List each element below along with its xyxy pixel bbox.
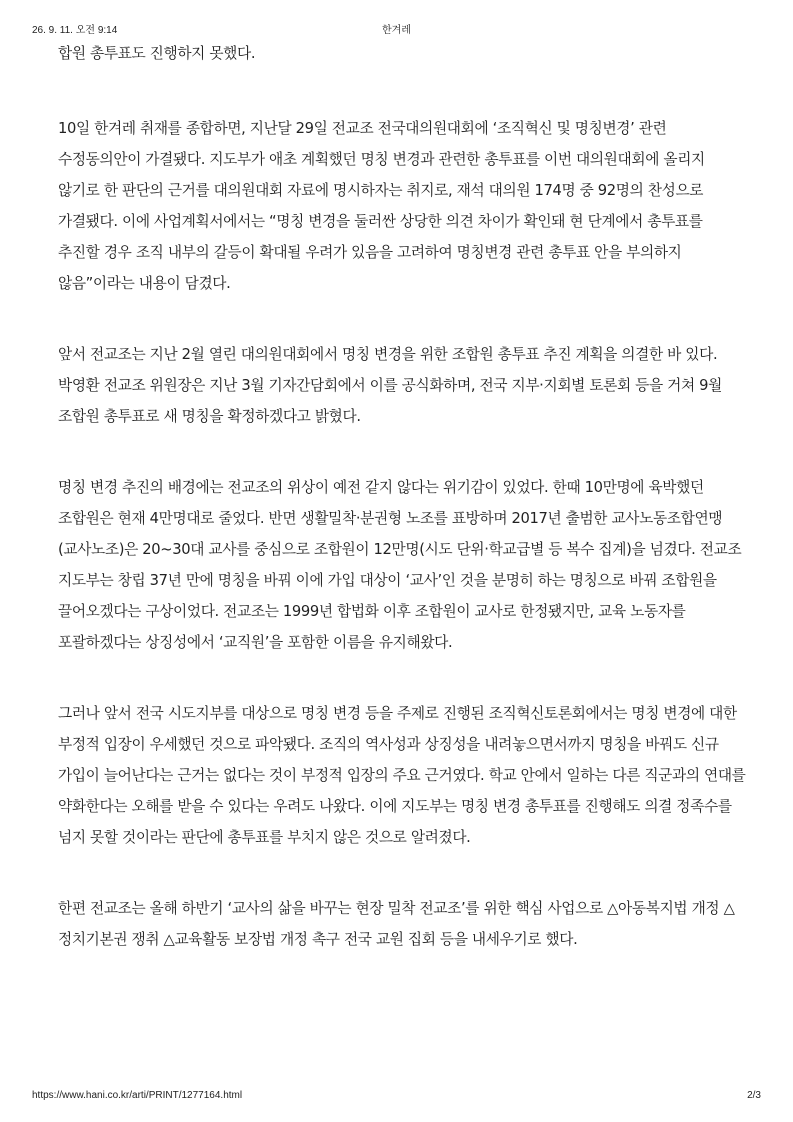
article-paragraph: 합원 총투표도 진행하지 못했다. [58,45,256,62]
article-paragraph: 한편 전교조는 올해 하반기 ‘교사의 삶을 바꾸는 현장 밀착 전교조’를 위한 핵심 사업으로 △아동복지법 개정 △정치기본권 쟁취 △교육활동 보장법 개정 촉구 전국 교원 집회 등을 내세우기로 했다. [58,900,735,948]
article-paragraph: 앞서 전교조는 지난 2월 열린 대의원대회에서 명칭 변경을 위한 조합원 총투표 추진 계획을 의결한 바 있다. 박영환 전교조 위원장은 지난 3월 기자간담회에서 이를 공식화하며, 전국 지부·지회별 토론회 등을 거쳐 9월 조합원 총투표로 새 명칭을 확정하겠다고 밝혔다. [58,346,722,425]
print-page-number: 2/3 [747,1090,761,1101]
print-header [32,21,761,35]
article-paragraph: 10일 한겨레 취재를 종합하면, 지난달 29일 전교조 전국대의원대회에 ‘조직혁신 및 명칭변경’ 관련 수정동의안이 가결됐다. 지도부가 애초 계획했던 명칭 변경과 관련한 총투표를 이번 대의원대회에 올리지 않기로 한 판단의 근거를 대의원대회 자료에 명시하자는 취지로, 재석 대의원 174명 중 92명의 찬성으로 가결됐다. 이에 사업계획서에서는 “명칭 변경을 둘러싼 상당한 의견 차이가 확인돼 현 단계에서 총투표를 추진할 경우 조직 내부의 갈등이 확대될 우려가 있음을 고려하여 명칭변경 관련 총투표 안을 부의하지 않음”이라는 내용이 담겼다. [58,120,705,292]
print-footer [32,1090,761,1104]
print-site-title: 한겨레 [382,25,411,36]
article-paragraph: 그러나 앞서 전국 시도지부를 대상으로 명칭 변경 등을 주제로 진행된 조직혁신토론회에서는 명칭 변경에 대한 부정적 입장이 우세했던 것으로 파악됐다. 조직의 역사성과 상징성을 내려놓으면서까지 명칭을 바꿔도 신규 가입이 늘어난다는 근거는 없다는 것이 부정적 입장의 주요 근거였다. 학교 안에서 일하는 다른 직군과의 연대를 약화한다는 오해를 받을 수 있다는 우려도 나왔다. 이에 지도부는 명칭 변경 총투표를 진행해도 의결 정족수를 넘지 못할 것이라는 판단에 총투표를 부치지 않은 것으로 알려졌다. [58,705,746,846]
article-body [58,38,748,995]
article-paragraph: 명칭 변경 추진의 배경에는 전교조의 위상이 예전 같지 않다는 위기감이 있었다. 한때 10만명에 육박했던 조합원은 현재 4만명대로 줄었다. 반면 생활밀착·분권형 노조를 표방하며 2017년 출범한 교사노동조합연맹(교사노조)은 20~30대 교사를 중심으로 조합원이 12만명(시도 단위·학교급별 등 복수 집계)을 넘겼다. 전교조 지도부는 창립 37년 만에 명칭을 바꿔 이에 가입 대상이 ‘교사’인 것을 분명히 하는 명칭으로 바꿔 조합원을 끌어오겠다는 구상이었다. 전교조는 1999년 합법화 이후 조합원이 교사로 한정됐지만, 교육 노동자를 포괄하겠다는 상징성에서 ‘교직원’을 포함한 이름을 유지해왔다. [58,479,742,651]
print-datetime: 26. 9. 11. 오전 9:14 [32,25,118,36]
print-url: https://www.hani.co.kr/arti/PRINT/1277164.html [32,1090,243,1101]
